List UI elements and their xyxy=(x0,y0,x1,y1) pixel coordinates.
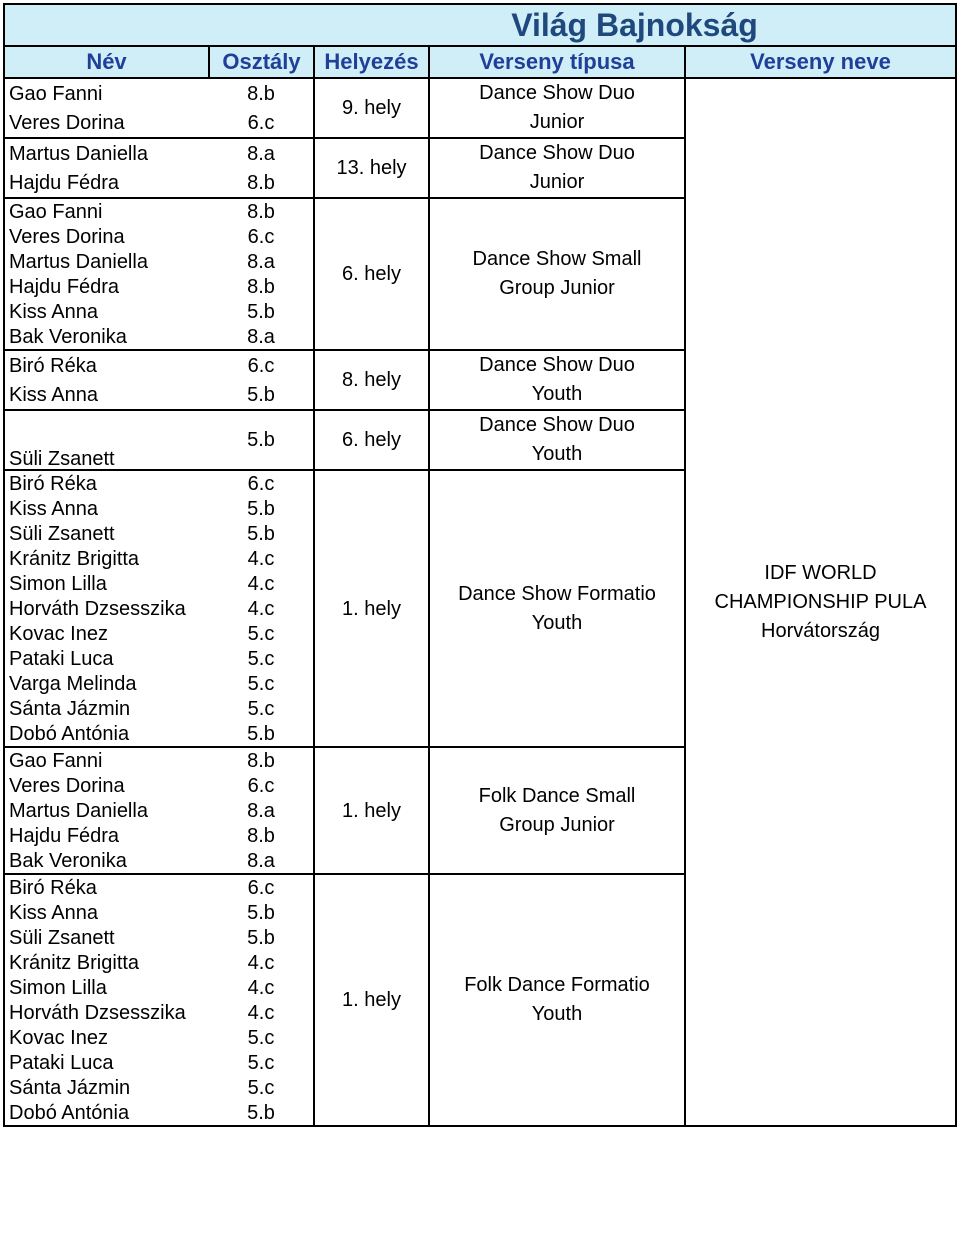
member-name: Varga Melinda xyxy=(4,671,209,696)
member-name: Kiss Anna xyxy=(4,900,209,925)
member-name: Süli Zsanett xyxy=(4,521,209,546)
member-class: 4.c xyxy=(209,571,314,596)
member-name: Kiss Anna xyxy=(4,496,209,521)
member-class: 6.c xyxy=(209,108,314,138)
member-name: Veres Dorina xyxy=(4,224,209,249)
placement: 9. hely xyxy=(314,78,429,138)
competition-type xyxy=(429,410,685,470)
member-class: 5.b xyxy=(209,299,314,324)
table-row xyxy=(4,78,956,108)
member-name: Sánta Jázmin xyxy=(4,696,209,721)
member-name: Pataki Luca xyxy=(4,646,209,671)
header-name: Név xyxy=(4,46,209,78)
member-name: Süli Zsanett xyxy=(4,925,209,950)
table-body xyxy=(4,4,956,1126)
competition-type-line: Youth xyxy=(531,383,583,405)
member-name: Kovac Inez xyxy=(4,621,209,646)
member-class: 8.a xyxy=(209,138,314,168)
member-name: Biró Réka xyxy=(4,470,209,496)
member-class: 4.c xyxy=(209,975,314,1000)
member-name: Gao Fanni xyxy=(4,747,209,773)
competition-type-line: Dance Show Duo xyxy=(479,142,635,164)
member-class: 8.b xyxy=(209,78,314,108)
member-class: 4.c xyxy=(209,596,314,621)
placement: 6. hely xyxy=(314,198,429,350)
placement: 6. hely xyxy=(314,410,429,470)
member-class: 5.c xyxy=(209,621,314,646)
member-name: Hajdu Fédra xyxy=(4,823,209,848)
competition-name-line: CHAMPIONSHIP PULA xyxy=(714,590,927,613)
member-name: Horváth Dzsesszika xyxy=(4,596,209,621)
member-class: 8.b xyxy=(209,168,314,198)
member-name: Biró Réka xyxy=(4,350,209,380)
member-class: 6.c xyxy=(209,874,314,900)
member-class: 8.a xyxy=(209,324,314,350)
competition-type-line: Dance Show Small xyxy=(472,248,642,270)
member-class: 5.c xyxy=(209,1075,314,1100)
member-name: Veres Dorina xyxy=(4,773,209,798)
competition-type-line: Folk Dance Small xyxy=(478,784,636,807)
member-class: 5.c xyxy=(209,1050,314,1075)
competition-type xyxy=(429,747,685,874)
member-name: Hajdu Fédra xyxy=(4,274,209,299)
competition-type-line: Dance Show Formatio xyxy=(458,582,656,605)
placement: 1. hely xyxy=(314,470,429,747)
member-class: 8.a xyxy=(209,249,314,274)
member-name: Gao Fanni xyxy=(4,198,209,224)
member-name: Süli Zsanett xyxy=(4,410,209,470)
member-class: 6.c xyxy=(209,470,314,496)
member-class: 8.a xyxy=(209,848,314,874)
member-name: Bak Veronika xyxy=(4,324,209,350)
member-name: Sánta Jázmin xyxy=(4,1075,209,1100)
competition-type-line: Junior xyxy=(529,111,585,133)
placement: 8. hely xyxy=(314,350,429,410)
member-class: 8.b xyxy=(209,274,314,299)
member-name: Martus Daniella xyxy=(4,138,209,168)
member-class: 5.b xyxy=(209,1100,314,1126)
member-class: 6.c xyxy=(209,773,314,798)
header-competition-name: Verseny neve xyxy=(685,46,956,78)
competition-type xyxy=(429,198,685,350)
competition-type xyxy=(429,350,685,410)
placement: 1. hely xyxy=(314,747,429,874)
competition-type xyxy=(429,78,685,138)
member-name: Biró Réka xyxy=(4,874,209,900)
competition-type-line: Youth xyxy=(531,443,583,465)
member-name: Kiss Anna xyxy=(4,299,209,324)
member-class: 5.b xyxy=(209,410,314,470)
placement: 13. hely xyxy=(314,138,429,198)
title-row xyxy=(4,4,956,46)
member-class: 4.c xyxy=(209,1000,314,1025)
competition-type-line: Dance Show Duo xyxy=(479,354,635,376)
competition-type-line: Dance Show Duo xyxy=(479,414,635,436)
member-class: 5.c xyxy=(209,671,314,696)
competition-type-line: Youth xyxy=(531,1003,583,1025)
competition-name xyxy=(685,78,956,1126)
member-name: Dobó Antónia xyxy=(4,721,209,747)
member-name: Bak Veronika xyxy=(4,848,209,874)
competition-type-line: Junior xyxy=(529,171,585,193)
member-name: Gao Fanni xyxy=(4,78,209,108)
placement: 1. hely xyxy=(314,874,429,1126)
competition-type-line: Dance Show Duo xyxy=(479,82,635,104)
member-name: Kovac Inez xyxy=(4,1025,209,1050)
member-class: 8.a xyxy=(209,798,314,823)
member-class: 5.c xyxy=(209,696,314,721)
member-name: Kránitz Brigitta xyxy=(4,546,209,571)
member-name: Simon Lilla xyxy=(4,571,209,596)
member-name: Simon Lilla xyxy=(4,975,209,1000)
competition-type-line: Folk Dance Formatio xyxy=(464,974,650,996)
member-name: Kránitz Brigitta xyxy=(4,950,209,975)
member-class: 4.c xyxy=(209,950,314,975)
header-class: Osztály xyxy=(209,46,314,78)
competition-type xyxy=(429,470,685,747)
competition-name-line: Horvátország xyxy=(761,619,880,642)
member-name: Hajdu Fédra xyxy=(4,168,209,198)
member-name: Horváth Dzsesszika xyxy=(4,1000,209,1025)
results-sheet xyxy=(3,3,957,1127)
member-class: 5.b xyxy=(209,721,314,747)
member-class: 5.b xyxy=(209,380,314,410)
member-name: Martus Daniella xyxy=(4,249,209,274)
title-pad xyxy=(4,4,314,46)
results-table xyxy=(3,3,957,1127)
member-name: Pataki Luca xyxy=(4,1050,209,1075)
competition-type-line: Youth xyxy=(531,611,583,634)
competition-type xyxy=(429,138,685,198)
member-class: 8.b xyxy=(209,198,314,224)
member-class: 5.b xyxy=(209,496,314,521)
header-placement: Helyezés xyxy=(314,46,429,78)
competition-name-line: IDF WORLD xyxy=(764,561,877,584)
member-name: Veres Dorina xyxy=(4,108,209,138)
competition-type-line: Group Junior xyxy=(499,813,615,836)
member-class: 5.b xyxy=(209,900,314,925)
member-class: 8.b xyxy=(209,823,314,848)
member-name: Kiss Anna xyxy=(4,380,209,410)
member-class: 5.b xyxy=(209,925,314,950)
member-class: 5.c xyxy=(209,646,314,671)
competition-type xyxy=(429,874,685,1126)
header-competition-type: Verseny típusa xyxy=(429,46,685,78)
member-class: 4.c xyxy=(209,546,314,571)
header-row xyxy=(4,46,956,78)
member-name: Martus Daniella xyxy=(4,798,209,823)
competition-type-line: Group Junior xyxy=(499,277,615,299)
member-class: 6.c xyxy=(209,350,314,380)
member-name: Dobó Antónia xyxy=(4,1100,209,1126)
member-class: 8.b xyxy=(209,747,314,773)
member-class: 5.c xyxy=(209,1025,314,1050)
member-class: 5.b xyxy=(209,521,314,546)
page-title: Világ Bajnokság xyxy=(314,4,956,46)
member-class: 6.c xyxy=(209,224,314,249)
